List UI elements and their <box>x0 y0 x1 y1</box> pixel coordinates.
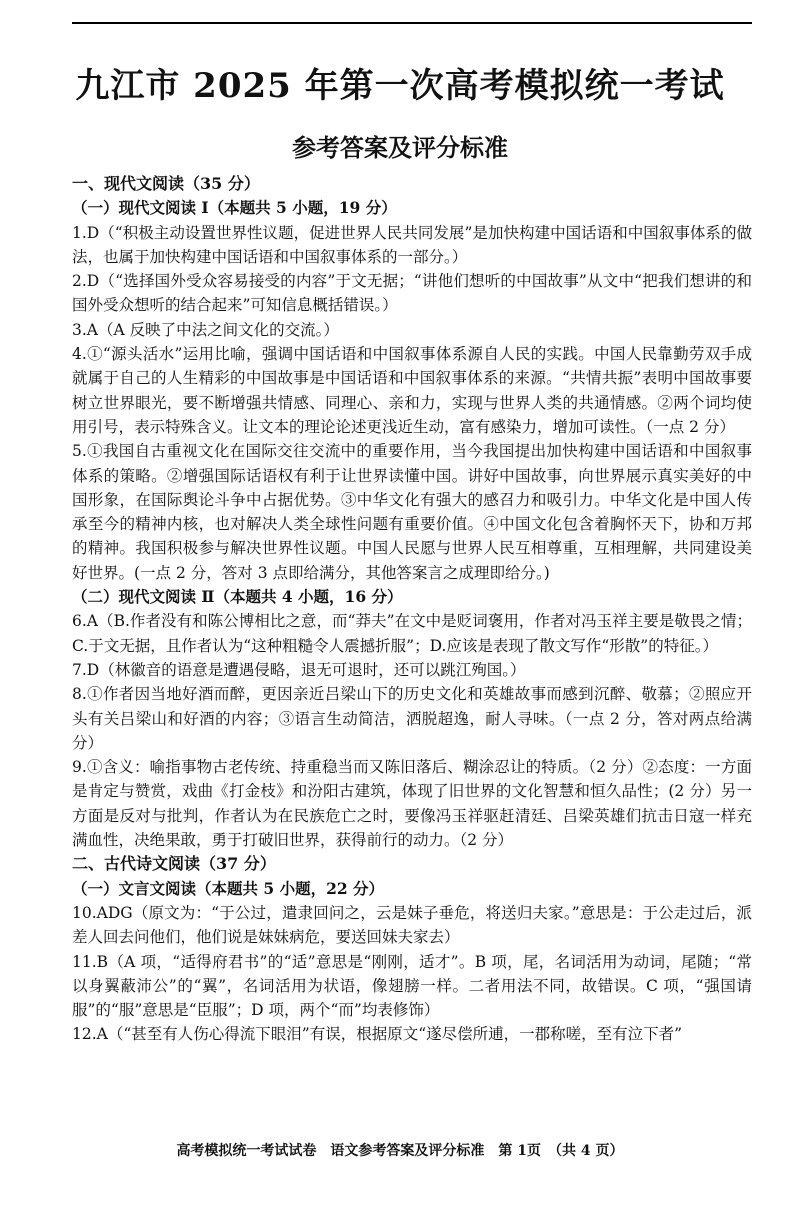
answer-q5: 5.①我国自古重视文化在国际交往交流中的重要作用，当今我国提出加快构建中国话语和中国叙事体系的策略。②增强国际话语权有利于让世界读懂中国。讲好中国故事，向世界展示真实美好的中国形象，在国际舆论斗争中占据优势。③中华文化有强大的感召力和吸引力。中华文化是中国人传承至今的精神内核，也对解决人类全球性问题有重要价值。④中国文化包含着胸怀天下，协和万邦的精神。我国积极参与解决世界性议题。中国人民愿与世界人民互相尊重，互相理解，共同建设美好世界。(一点 2 分，答对 3 点即给满分，其他答案言之成理即给分。) <box>72 442 752 582</box>
page-footer: 高考模拟统一考试试卷 语文参考答案及评分标准 第 1页 （共 4 页） <box>176 1143 624 1159</box>
top-rule <box>72 22 752 24</box>
answer-q1: 1.D（“积极主动设置世界性议题，促进世界人民共同发展”是加快构建中国话语和中国叙事体系的做法，也属于加快构建中国话语和中国叙事体系的一部分。） <box>72 223 752 266</box>
answer-q11: 11.B（A 项，“适得府君书”的“适”意思是“刚刚，适才”。B 项，尾，名词活用为动词，尾随；“常以身翼蔽沛公”的“翼”，名词活用为状语，像翅膀一样。二者用法不同，故错误。C 项，“强国请服”的“服”意思是“臣服”；D 项，两个“而”均表修饰） <box>72 952 752 1020</box>
subsection-heading-classical-prose: （一）文言文阅读（本题共 5 小题，22 分） <box>72 878 385 898</box>
answer-q8: 8.①作者因当地好酒而醉，更因亲近吕梁山下的历史文化和英雄故事而感到沉醉、敬慕；②照应开头有关吕梁山和好酒的内容；③语言生动简洁，洒脱超逸，耐人寻味。（一点 2 分，答对两点给满分） <box>72 685 753 752</box>
answer-q7: 7.D（林徽音的语意是遭遇侵略，退无可退时，还可以跳江殉国。） <box>72 660 526 679</box>
page-subtitle: 参考答案及评分标准 <box>292 133 508 162</box>
answer-q6: 6.A（B.作者没有和陈公博相比之意，而“莽夫”在文中是贬词褒用，作者对冯玉祥主要是敬畏之情；C.于文无据，且作者认为“这种粗糙令人震撼折服”；D.应该是表现了散文写作“形散”的特征。） <box>72 612 752 655</box>
answer-content <box>72 172 752 1047</box>
answer-q9: 9.①含义：喻指事物古老传统、持重稳当而又陈旧落后、糊涂忍让的特质。（2 分）②态度：一方面是肯定与赞赏，戏曲《打金枝》和汾阳古建筑，体现了旧世界的文化智慧和恒久品性；(2 分）另一方面是反对与批判，作者认为在民族危亡之时，要像冯玉祥驱赶清廷、吕梁英雄们抗击日寇一样充满血性，决绝果敢，勇于打破旧世界，获得前行的动力。（2 分） <box>72 758 752 850</box>
section-heading-modern-reading: 一、现代文阅读（35 分） <box>72 174 260 193</box>
answer-q2: 2.D（“选择国外受众容易接受的内容”于文无据；“讲他们想听的中国故事”从文中“把我们想讲的和国外受众想听的结合起来”可知信息概括错误。） <box>72 272 752 315</box>
answer-q3: 3.A（A 反映了中法之间文化的交流。） <box>72 320 339 339</box>
section-heading-classical-reading: 二、古代诗文阅读（37 分） <box>72 854 276 874</box>
answer-q12: 12.A（“甚至有人伤心得流下眼泪”有误，根据原文“遂尽偿所逋，一郡称嗟，至有泣下者” <box>72 1025 683 1044</box>
page-title: 九江市 2025 年第一次高考模拟统一考试 <box>75 66 725 106</box>
answer-q10: 10.ADG（原文为：“于公过，遣隶回问之，云是妹子垂危，将送归夫家。”意思是：于公走过后，派差人回去问他们，他们说是妹妹病危，要送回妹夫家去） <box>72 903 752 947</box>
answer-q4: 4.①“源头活水”运用比喻，强调中国话语和中国叙事体系源自人民的实践。中国人民靠勤劳双手成就属于自己的人生精彩的中国故事是中国话语和中国叙事体系的来源。“共情共振”表明中国故事要树立世界眼光，要不断增强共情感、同理心、亲和力，实现与世界人类的共通情感。②两个词均使用引号，表示特殊含义。让文本的理论论述更浅近生动，富有感染力，增加可读性。（一点 2 分） <box>72 345 752 436</box>
subsection-heading-reading-1: （一）现代文阅读 Ⅰ（本题共 5 小题，19 分） <box>72 198 397 218</box>
subsection-heading-reading-2: （二）现代文阅读 Ⅱ（本题共 4 小题，16 分） <box>72 587 403 607</box>
